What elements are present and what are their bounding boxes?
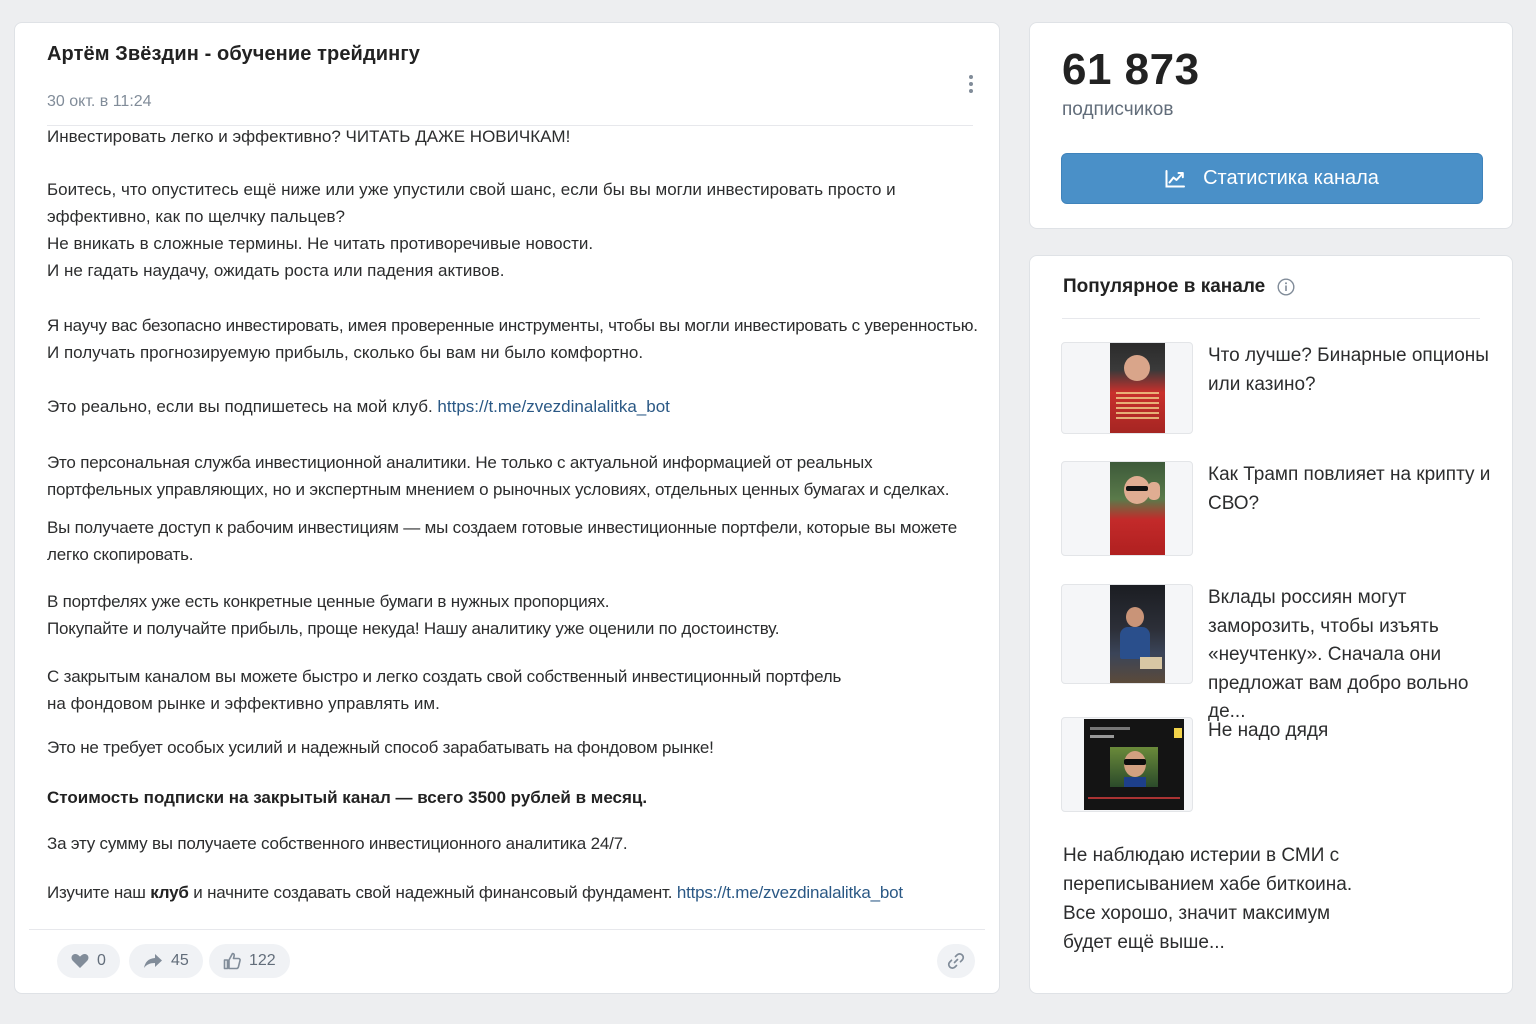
video-thumbnail	[1061, 584, 1193, 684]
thumbnail-image	[1110, 462, 1165, 555]
divider	[1062, 318, 1480, 319]
thumbnail-badge	[1174, 728, 1182, 738]
post-paragraph: Это не требует особых усилий и надежный способ зарабатывать на фондовом рынке!	[47, 738, 714, 757]
post-paragraph-bold	[47, 784, 647, 811]
price-text: Стоимость подписки на закрытый канал — всего 3500 рублей в месяц.	[47, 788, 648, 807]
like-count: 0	[97, 952, 106, 969]
heart-icon	[71, 953, 89, 969]
video-thumbnail	[1061, 717, 1193, 812]
club-link[interactable]: https://t.me/zvezdinalalitka_bot	[676, 883, 903, 902]
post-card	[14, 22, 1000, 994]
thumbnail-image	[1110, 585, 1165, 683]
post-paragraph: И не гадать наудачу, ожидать роста или падения активов.	[47, 261, 505, 280]
post-text-span: Изучите наш	[47, 883, 146, 902]
post-paragraph: И получать прогнозируемую прибыль, сколько бы вам ни было комфортно.	[47, 343, 644, 362]
post-paragraph	[47, 393, 670, 420]
channel-statistics-label: Статистика канала	[1203, 167, 1379, 189]
post-text-bold: клуб	[150, 883, 189, 902]
post-date[interactable]: 30 окт. в 11:24	[47, 93, 152, 110]
link-icon	[947, 952, 965, 970]
post-paragraph: С закрытым каналом вы можете быстро и легко создать свой собственный инвестиционный портфель	[47, 667, 842, 686]
popular-item[interactable]	[1061, 717, 1491, 812]
thumbnail-image	[1084, 719, 1184, 810]
post-paragraph: на фондовом рынке и эффективно управлять им.	[47, 694, 440, 713]
post-paragraph: В портфелях уже есть конкретные ценные бумаги в нужных пропорциях.	[47, 592, 610, 611]
post-paragraph: Это персональная служба инвестиционной аналитики. Не только с актуальной информацией от реальных портфельных управляющих, но и экспертным мнением о рыночных условиях, отдельных ценных бумагах и сделках.	[47, 453, 950, 499]
video-thumbnail	[1061, 461, 1193, 556]
popular-title	[1063, 276, 1295, 298]
post-footer	[29, 929, 985, 990]
popular-item[interactable]	[1061, 461, 1491, 556]
channel-statistics-button[interactable]	[1061, 153, 1483, 204]
club-link[interactable]: https://t.me/zvezdinalalitka_bot	[437, 397, 670, 416]
popular-item-title: Не надо дядя	[1208, 720, 1329, 741]
post-paragraph: Покупайте и получайте прибыль, проще некуда! Нашу аналитику уже оценили по достоинству.	[47, 619, 780, 638]
post-paragraph: Инвестировать легко и эффективно? ЧИТАТЬ ДАЖЕ НОВИЧКАМ!	[47, 127, 571, 146]
copy-link-button[interactable]	[937, 944, 975, 978]
thumbs-up-icon	[223, 952, 241, 970]
subscribers-count: 61 873	[1062, 45, 1200, 94]
info-icon[interactable]	[1277, 278, 1295, 296]
thumbs-up-button[interactable]	[209, 944, 290, 978]
popular-item[interactable]	[1061, 342, 1491, 434]
chart-icon	[1165, 170, 1185, 188]
popular-title-text: Популярное в канале	[1063, 276, 1266, 297]
popular-text-post[interactable]: Не наблюдаю истерии в СМИ с переписыванием хабе биткоина. Все хорошо, значит максимум будет ещё выше...	[1063, 845, 1353, 953]
post-text-span: Это реально, если вы подпишетесь на мой клуб.	[47, 397, 433, 416]
post-paragraph: Боитесь, что опуститесь ещё ниже или уже упустили свой шанс, если бы вы могли инвестировать просто и эффективно, как по щелчку пальцев?	[47, 180, 896, 226]
post-header	[47, 43, 973, 126]
post-paragraph	[47, 879, 903, 906]
like-button[interactable]	[57, 944, 120, 978]
video-thumbnail	[1061, 342, 1193, 434]
popular-item-title: Вклады россиян могут заморозить, чтобы изъять «неучтенку». Сначала они предложат вам добро вольно де...	[1208, 587, 1469, 722]
post-paragraph: Не вникать в сложные термины. Не читать противоречивые новости.	[47, 234, 594, 253]
thumbs-up-count: 122	[249, 952, 276, 969]
post-paragraph: Я научу вас безопасно инвестировать, имея проверенные инструменты, чтобы вы могли инвестировать с уверенностью.	[47, 316, 978, 335]
popular-item-title: Что лучше? Бинарные опционы или казино?	[1208, 345, 1489, 395]
channel-stats-card	[1029, 22, 1513, 229]
popular-in-channel-card	[1029, 255, 1513, 994]
post-paragraph: Вы получаете доступ к рабочим инвестициям — мы создаем готовые инвестиционные портфели, которые вы можете легко скопировать.	[47, 518, 957, 564]
more-options-icon[interactable]	[967, 75, 975, 97]
subscribers-label: подписчиков	[1062, 99, 1174, 120]
thumbnail-image	[1110, 343, 1165, 433]
post-text-span: и начните создавать свой надежный финансовый фундамент.	[193, 883, 673, 902]
post-author[interactable]: Артём Звёздин - обучение трейдингу	[47, 43, 420, 65]
share-arrow-icon	[143, 953, 163, 969]
share-button[interactable]	[129, 944, 203, 978]
post-paragraph: За эту сумму вы получаете собственного инвестиционного аналитика 24/7.	[47, 834, 628, 853]
share-count: 45	[171, 952, 189, 969]
popular-item-title: Как Трамп повлияет на крипту и СВО?	[1208, 464, 1491, 514]
popular-item[interactable]	[1061, 584, 1491, 722]
